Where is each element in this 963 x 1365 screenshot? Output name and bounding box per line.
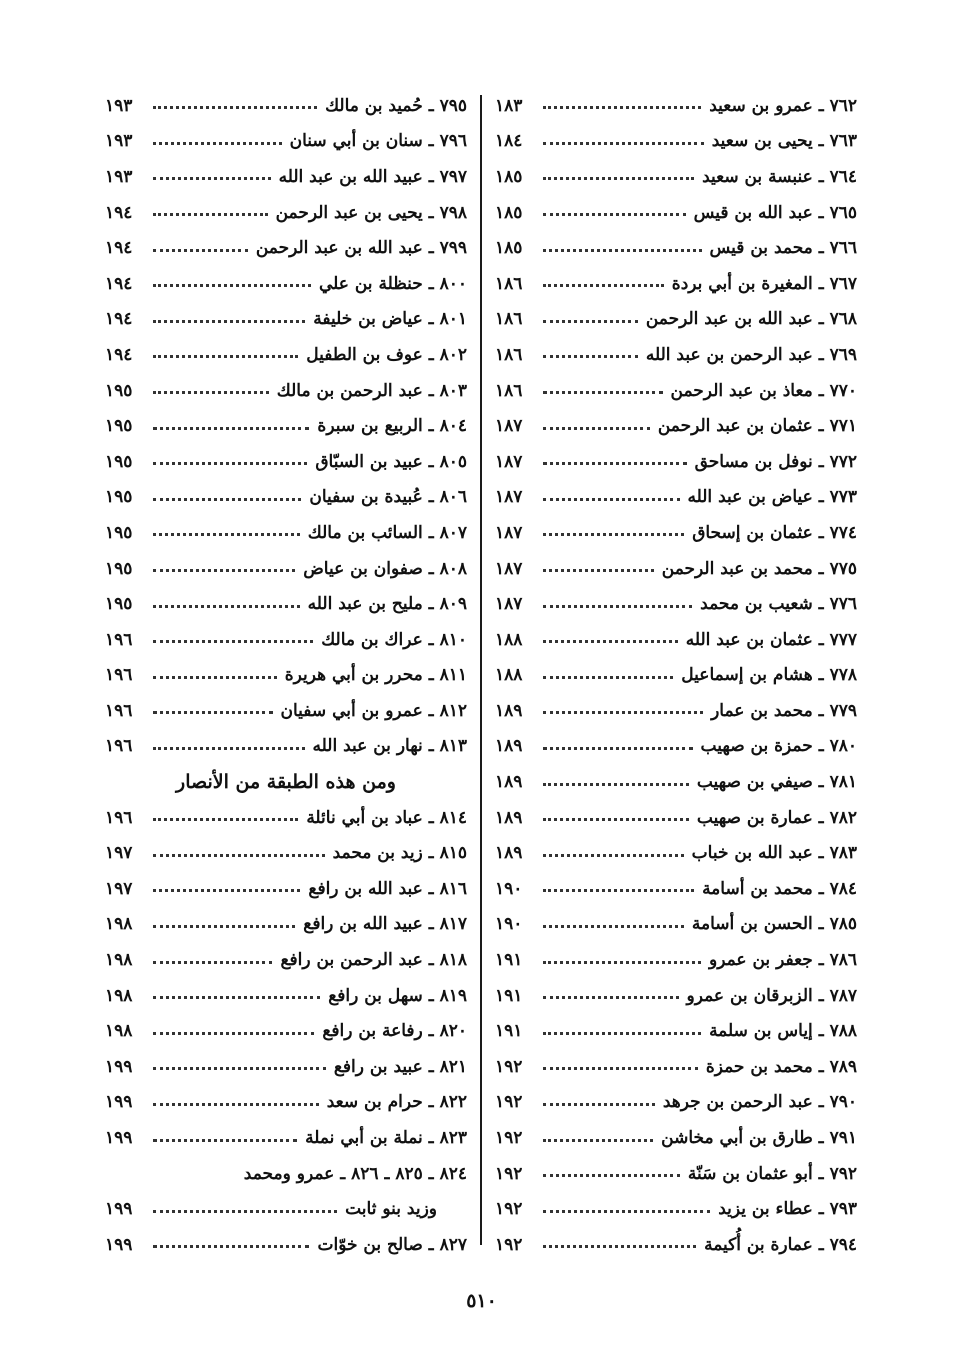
index-entry bbox=[105, 622, 467, 658]
dot-leader bbox=[543, 391, 663, 394]
entry-name: ٧٦٣ ـ يحيى بن سعيد bbox=[711, 131, 857, 152]
dot-leader bbox=[543, 427, 650, 430]
entry-page-number: ١٩٤ bbox=[105, 344, 133, 365]
entry-name: ٨٢٣ ـ نملة بن أبي نملة bbox=[305, 1128, 467, 1149]
entry-page-number: ١٩٨ bbox=[105, 985, 133, 1006]
entry-page-number: ١٩٢ bbox=[495, 1163, 523, 1184]
dot-leader bbox=[153, 640, 313, 643]
entry-name: ٨٠٤ ـ الربيع بن سبرة bbox=[317, 416, 467, 437]
entry-page-number: ١٩٥ bbox=[105, 522, 133, 543]
entry-name: ٨١٧ ـ عبيد الله بن رافع bbox=[303, 914, 467, 935]
dot-leader bbox=[153, 249, 248, 252]
entry-page-number: ١٨٦ bbox=[495, 273, 523, 294]
index-entry bbox=[105, 230, 467, 266]
entry-name: ٧٧٢ ـ نوفل بن مساحق bbox=[694, 451, 857, 472]
entry-page-number: ١٨٩ bbox=[495, 807, 523, 828]
entry-page-number: ١٩٦ bbox=[105, 665, 133, 686]
entry-name: ٧٩٥ ـ حُميد بن مالك bbox=[325, 95, 467, 116]
entry-name: ٧٨٩ ـ محمد بن حمزة bbox=[705, 1056, 857, 1077]
dot-leader bbox=[543, 213, 686, 216]
index-entry bbox=[495, 1049, 857, 1085]
entry-name: ٧٧٣ ـ عياض بن عبد الله bbox=[687, 487, 857, 508]
entry-name: ٨١٥ ـ زيد بن محمد bbox=[332, 843, 467, 864]
index-entry bbox=[495, 871, 857, 907]
dot-leader bbox=[543, 177, 694, 180]
index-entry bbox=[105, 195, 467, 231]
dot-leader bbox=[153, 818, 298, 821]
entry-page-number: ١٨٧ bbox=[495, 487, 523, 508]
dot-leader bbox=[543, 355, 638, 358]
entry-page-number: ١٨٤ bbox=[495, 131, 523, 152]
entry-page-number: ١٩٤ bbox=[105, 273, 133, 294]
entry-page-number: ١٨٩ bbox=[495, 843, 523, 864]
entry-page-number: ١٩٦ bbox=[105, 807, 133, 828]
entry-name: ٨١٦ ـ عبد الله بن رافع bbox=[308, 878, 467, 899]
entry-page-number: ١٨٩ bbox=[495, 700, 523, 721]
entry-name: ٧٨٨ ـ إياس بن سلمة bbox=[709, 1021, 857, 1042]
index-entry bbox=[105, 444, 467, 480]
entry-page-number: ١٩٤ bbox=[105, 202, 133, 223]
index-entry bbox=[495, 159, 857, 195]
index-entry bbox=[105, 88, 467, 124]
dot-leader bbox=[153, 284, 311, 287]
index-entry bbox=[105, 1049, 467, 1085]
index-entry bbox=[105, 373, 467, 409]
index-entry bbox=[495, 230, 857, 266]
column-divider bbox=[480, 95, 482, 1245]
dot-leader bbox=[543, 498, 680, 501]
section-heading: ومن هذه الطبقة من الأنصار bbox=[176, 771, 396, 794]
entry-page-number: ١٩٤ bbox=[105, 309, 133, 330]
entry-name: ٨٢٢ ـ حرام بن سعد bbox=[326, 1092, 467, 1113]
index-entry bbox=[495, 1085, 857, 1121]
entry-page-number: ١٨٦ bbox=[495, 309, 523, 330]
dot-leader bbox=[153, 961, 272, 964]
index-column-left bbox=[105, 88, 467, 1263]
index-entry bbox=[105, 1085, 467, 1121]
entry-page-number: ١٩٨ bbox=[105, 950, 133, 971]
index-entry bbox=[495, 444, 857, 480]
entry-name: ٧٨٢ ـ عمارة بن صهيب bbox=[696, 807, 857, 828]
entry-page-number: ١٩٩ bbox=[105, 1234, 133, 1255]
index-entry bbox=[495, 266, 857, 302]
index-entry bbox=[105, 408, 467, 444]
entry-name: ٨٠٠ ـ حنظلة بن علي bbox=[319, 273, 467, 294]
dot-leader bbox=[153, 1103, 319, 1106]
entry-page-number: ١٩٢ bbox=[495, 1234, 523, 1255]
index-entry bbox=[495, 408, 857, 444]
entry-page-number: ١٩٣ bbox=[105, 131, 133, 152]
dot-leader bbox=[153, 711, 273, 714]
entry-name: ٧٩٣ ـ عطاء بن يزيد bbox=[718, 1199, 857, 1220]
index-entry bbox=[495, 88, 857, 124]
entry-name: ٧٧٥ ـ محمد بن عبد الرحمن bbox=[661, 558, 857, 579]
entry-name: ٧٦٨ ـ عبد الله بن عبد الرحمن bbox=[645, 309, 857, 330]
entry-name: ٧٩٠ ـ عبد الرحمن بن جرهد bbox=[662, 1092, 857, 1113]
entry-name: ٨٠٥ ـ عبيد بن السبّاق bbox=[315, 451, 467, 472]
dot-leader bbox=[543, 747, 693, 750]
entry-page-number: ١٨٥ bbox=[495, 238, 523, 259]
index-entry bbox=[495, 907, 857, 943]
dot-leader bbox=[153, 747, 305, 750]
dot-leader bbox=[543, 925, 684, 928]
entry-name: ٨٠٣ ـ عبد الرحمن بن مالك bbox=[276, 380, 467, 401]
dot-leader bbox=[153, 498, 301, 501]
entry-name: ٧٦٢ ـ عمرو بن سعيد bbox=[709, 95, 857, 116]
index-entry bbox=[105, 1120, 467, 1156]
index-entry bbox=[495, 1013, 857, 1049]
entry-name: ٨٢٧ ـ صالح بن خوّات bbox=[317, 1234, 467, 1255]
dot-leader bbox=[153, 1210, 337, 1213]
dot-leader bbox=[543, 889, 694, 892]
entry-name: ٧٩٤ ـ عمارة بن أُكيمة bbox=[704, 1234, 857, 1255]
entry-name: ٨٠٩ ـ مليح بن عبد الله bbox=[307, 594, 467, 615]
entry-page-number: ١٩٥ bbox=[105, 416, 133, 437]
index-entry bbox=[495, 800, 857, 836]
dot-leader bbox=[543, 605, 692, 608]
entry-page-number: ١٩٧ bbox=[105, 843, 133, 864]
index-entry bbox=[105, 871, 467, 907]
dot-leader bbox=[543, 320, 638, 323]
entry-page-number: ١٨٦ bbox=[495, 344, 523, 365]
entry-name: ٧٩٨ ـ يحيى بن عبد الرحمن bbox=[275, 202, 467, 223]
index-entry bbox=[495, 195, 857, 231]
index-entry bbox=[105, 693, 467, 729]
entry-name: ٧٧٧ ـ عثمان بن عبد الله bbox=[685, 629, 857, 650]
entry-name: ٨١٣ ـ نهار بن عبد الله bbox=[312, 736, 467, 757]
dot-leader bbox=[543, 640, 678, 643]
dot-leader bbox=[153, 106, 317, 109]
index-entry bbox=[495, 764, 857, 800]
index-entry bbox=[105, 586, 467, 622]
dot-leader bbox=[153, 1067, 326, 1070]
entry-name: ٧٧١ ـ عثمان بن عبد الرحمن bbox=[657, 416, 857, 437]
entry-page-number: ١٨٣ bbox=[495, 95, 523, 116]
dot-leader bbox=[543, 1032, 701, 1035]
dot-leader bbox=[153, 569, 295, 572]
entry-name: ٧٧٠ ـ معاذ بن عبد الرحمن bbox=[670, 380, 857, 401]
dot-leader bbox=[153, 213, 268, 216]
entry-name: ٨٠٨ ـ صفوان بن عياض bbox=[303, 558, 467, 579]
dot-leader bbox=[543, 462, 687, 465]
entry-name: ٧٦٦ ـ محمد بن قيس bbox=[709, 238, 857, 259]
entry-name: ٧٩٦ ـ سنان بن أبي سنان bbox=[289, 131, 467, 152]
entry-page-number: ١٩٥ bbox=[105, 487, 133, 508]
index-entry bbox=[105, 551, 467, 587]
entry-page-number: ١٩١ bbox=[495, 985, 523, 1006]
entry-page-number: ١٩٢ bbox=[495, 1199, 523, 1220]
dot-leader bbox=[543, 996, 679, 999]
entry-page-number: ١٩٩ bbox=[105, 1092, 133, 1113]
entry-page-number: ١٩٤ bbox=[105, 238, 133, 259]
entry-page-number: ١٩٥ bbox=[105, 594, 133, 615]
entry-name: ٨٠٧ ـ السائب بن مالك bbox=[307, 522, 467, 543]
dot-leader bbox=[543, 569, 654, 572]
entry-name: ٨١٩ ـ سهل بن رافع bbox=[328, 985, 467, 1006]
index-entry bbox=[495, 373, 857, 409]
entry-page-number: ١٨٨ bbox=[495, 629, 523, 650]
dot-leader bbox=[543, 1139, 653, 1142]
dot-leader bbox=[543, 142, 704, 145]
entry-page-number: ١٨٧ bbox=[495, 594, 523, 615]
entry-page-number: ١٩٣ bbox=[105, 166, 133, 187]
dot-leader bbox=[543, 783, 689, 786]
entry-name: ٨١٠ ـ عراك بن مالك bbox=[321, 629, 467, 650]
entry-name: ٧٩٢ ـ أبو عثمان بن سَنّة bbox=[687, 1163, 857, 1184]
entry-name: ٧٦٧ ـ المغيرة بن أبي بردة bbox=[671, 273, 857, 294]
entry-page-number: ١٩٦ bbox=[105, 700, 133, 721]
index-entry bbox=[495, 622, 857, 658]
dot-leader bbox=[153, 925, 295, 928]
entry-name: ٨١١ ـ محرر بن أبي هريرة bbox=[284, 665, 467, 686]
entry-name: ٨٠٢ ـ عوف بن الطفيل bbox=[306, 344, 467, 365]
dot-leader bbox=[543, 1210, 710, 1213]
entry-name: ٧٨٥ ـ الحسن بن أسامة bbox=[691, 914, 857, 935]
index-entry bbox=[495, 693, 857, 729]
entry-name: ٨٢٤ ـ ٨٢٥ ـ ٨٢٦ ـ عمرو ومحمد bbox=[243, 1163, 467, 1184]
entry-name: ٨١٢ ـ عمرو بن أبي سفيان bbox=[280, 700, 467, 721]
entry-name: ٧٧٦ ـ شعيب بن محمد bbox=[700, 594, 857, 615]
dot-leader bbox=[153, 854, 325, 857]
entry-page-number: ١٩٥ bbox=[105, 380, 133, 401]
index-entry bbox=[495, 1156, 857, 1192]
index-entry bbox=[495, 1120, 857, 1156]
dot-leader bbox=[543, 1174, 680, 1177]
entry-name: ٧٨٤ ـ محمد بن أسامة bbox=[702, 878, 857, 899]
dot-leader bbox=[153, 177, 271, 180]
index-column-right bbox=[495, 88, 857, 1263]
dot-leader bbox=[543, 533, 684, 536]
entry-page-number: ١٨٧ bbox=[495, 558, 523, 579]
entry-name: ٧٦٩ ـ عبد الرحمن بن عبد الله bbox=[645, 344, 857, 365]
index-entry bbox=[495, 1191, 857, 1227]
entry-page-number: ١٨٩ bbox=[495, 772, 523, 793]
entry-name: ٨٢٠ ـ رفاعة بن رافع bbox=[322, 1021, 467, 1042]
page-number: ٥١٠ bbox=[466, 1290, 497, 1312]
entry-name: ٨١٨ ـ عبد الرحمن بن رافع bbox=[280, 950, 467, 971]
entry-page-number: ١٩٥ bbox=[105, 558, 133, 579]
dot-leader bbox=[153, 889, 300, 892]
entry-page-number: ١٩٢ bbox=[495, 1092, 523, 1113]
entry-page-number: ١٨٥ bbox=[495, 166, 523, 187]
entry-page-number: ١٩٩ bbox=[105, 1128, 133, 1149]
entry-page-number: ١٩٨ bbox=[105, 1021, 133, 1042]
index-entry bbox=[105, 515, 467, 551]
index-entry bbox=[105, 835, 467, 871]
dot-leader bbox=[543, 284, 664, 287]
entry-name: ٧٩٩ ـ عبد الله بن عبد الرحمن bbox=[255, 238, 467, 259]
index-entry bbox=[495, 586, 857, 622]
dot-leader bbox=[153, 320, 305, 323]
dot-leader bbox=[543, 1103, 655, 1106]
entry-page-number: ١٩٨ bbox=[105, 914, 133, 935]
entry-page-number: ١٩١ bbox=[495, 950, 523, 971]
entry-name: ٧٨٦ ـ جعفر بن عمرو bbox=[709, 950, 857, 971]
entry-page-number: ١٩٠ bbox=[495, 914, 523, 935]
entry-page-number: ١٨٧ bbox=[495, 451, 523, 472]
dot-leader bbox=[153, 996, 320, 999]
dot-leader bbox=[153, 462, 307, 465]
index-entry bbox=[105, 907, 467, 943]
dot-leader bbox=[543, 249, 702, 252]
index-entry bbox=[105, 658, 467, 694]
index-entry bbox=[105, 337, 467, 373]
index-entry bbox=[105, 942, 467, 978]
entry-name: ٨٠١ ـ عياض بن خليفة bbox=[313, 309, 467, 330]
dot-leader bbox=[543, 1245, 696, 1248]
entry-name: ٧٦٤ ـ عنبسة بن سعيد bbox=[702, 166, 857, 187]
entry-name: ٧٩٧ ـ عبيد الله بن عبد الله bbox=[278, 166, 467, 187]
index-entry bbox=[495, 480, 857, 516]
entry-name: ٧٨٠ ـ حمزة بن صهيب bbox=[700, 736, 857, 757]
entry-page-number: ١٩٩ bbox=[105, 1199, 133, 1220]
index-entry bbox=[495, 124, 857, 160]
entry-page-number: ١٨٦ bbox=[495, 380, 523, 401]
index-entry bbox=[105, 1227, 467, 1263]
index-entry bbox=[105, 159, 467, 195]
entry-page-number: ١٩٣ bbox=[105, 95, 133, 116]
index-entry bbox=[105, 1156, 467, 1192]
entry-page-number: ١٩٦ bbox=[105, 629, 133, 650]
entry-page-number: ١٨٨ bbox=[495, 665, 523, 686]
entry-name: ٧٧٤ ـ عثمان بن إسحاق bbox=[692, 522, 857, 543]
dot-leader bbox=[153, 1032, 314, 1035]
dot-leader bbox=[153, 1245, 309, 1248]
entry-page-number: ١٩٧ bbox=[105, 878, 133, 899]
index-entry bbox=[495, 658, 857, 694]
index-entry bbox=[495, 1227, 857, 1263]
index-entry bbox=[495, 942, 857, 978]
entry-name: وزيد بنو ثابت bbox=[345, 1199, 437, 1220]
dot-leader bbox=[543, 1067, 698, 1070]
dot-leader bbox=[153, 427, 309, 430]
index-entry bbox=[495, 515, 857, 551]
index-entry bbox=[495, 337, 857, 373]
dot-leader bbox=[153, 676, 277, 679]
entry-name: ٧٧٩ ـ محمد بن عمار bbox=[711, 700, 857, 721]
dot-leader bbox=[153, 1139, 297, 1142]
index-entry bbox=[105, 1191, 467, 1227]
index-entry bbox=[495, 978, 857, 1014]
entry-page-number: ١٩٢ bbox=[495, 1056, 523, 1077]
entry-name: ٨١٤ ـ عباد بن أبي نائلة bbox=[306, 807, 467, 828]
dot-leader bbox=[543, 711, 703, 714]
index-entry bbox=[105, 124, 467, 160]
dot-leader bbox=[153, 533, 300, 536]
dot-leader bbox=[153, 391, 269, 394]
index-entry bbox=[105, 729, 467, 765]
entry-name: ٧٨٣ ـ عبد الله بن خباب bbox=[691, 843, 857, 864]
dot-leader bbox=[543, 854, 684, 857]
entry-page-number: ١٩٩ bbox=[105, 1056, 133, 1077]
entry-page-number: ١٩١ bbox=[495, 1021, 523, 1042]
entry-name: ٨٢١ ـ عبيد بن رافع bbox=[333, 1056, 467, 1077]
index-entry bbox=[105, 1013, 467, 1049]
entry-page-number: ١٩٥ bbox=[105, 451, 133, 472]
dot-leader bbox=[153, 142, 282, 145]
index-entry bbox=[495, 302, 857, 338]
entry-name: ٧٧٨ ـ هشام بن إسماعيل bbox=[681, 665, 857, 686]
index-entry bbox=[105, 978, 467, 1014]
entry-page-number: ١٨٧ bbox=[495, 522, 523, 543]
index-entry bbox=[105, 480, 467, 516]
entry-name: ٧٨١ ـ صيفي بن صهيب bbox=[696, 772, 857, 793]
entry-name: ٧٦٥ ـ عبد الله بن قيس bbox=[693, 202, 857, 223]
dot-leader bbox=[543, 106, 701, 109]
index-entry bbox=[495, 835, 857, 871]
entry-page-number: ١٨٧ bbox=[495, 416, 523, 437]
entry-page-number: ١٩٠ bbox=[495, 878, 523, 899]
entry-name: ٧٩١ ـ طارق بن أبي مخاشن bbox=[661, 1128, 857, 1149]
entry-name: ٨٠٦ ـ عُبيدة بن سفيان bbox=[309, 487, 467, 508]
index-entry bbox=[105, 266, 467, 302]
entry-page-number: ١٨٩ bbox=[495, 736, 523, 757]
index-entry bbox=[495, 551, 857, 587]
entry-page-number: ١٩٢ bbox=[495, 1128, 523, 1149]
index-entry bbox=[495, 729, 857, 765]
dot-leader bbox=[543, 676, 673, 679]
entry-page-number: ١٨٥ bbox=[495, 202, 523, 223]
dot-leader bbox=[153, 605, 300, 608]
entry-name: ٧٨٧ ـ الزبرقان بن عمرو bbox=[686, 985, 857, 1006]
index-entry bbox=[105, 302, 467, 338]
dot-leader bbox=[543, 961, 701, 964]
dot-leader bbox=[543, 818, 689, 821]
index-entry bbox=[105, 800, 467, 836]
entry-page-number: ١٩٦ bbox=[105, 736, 133, 757]
dot-leader bbox=[153, 355, 298, 358]
